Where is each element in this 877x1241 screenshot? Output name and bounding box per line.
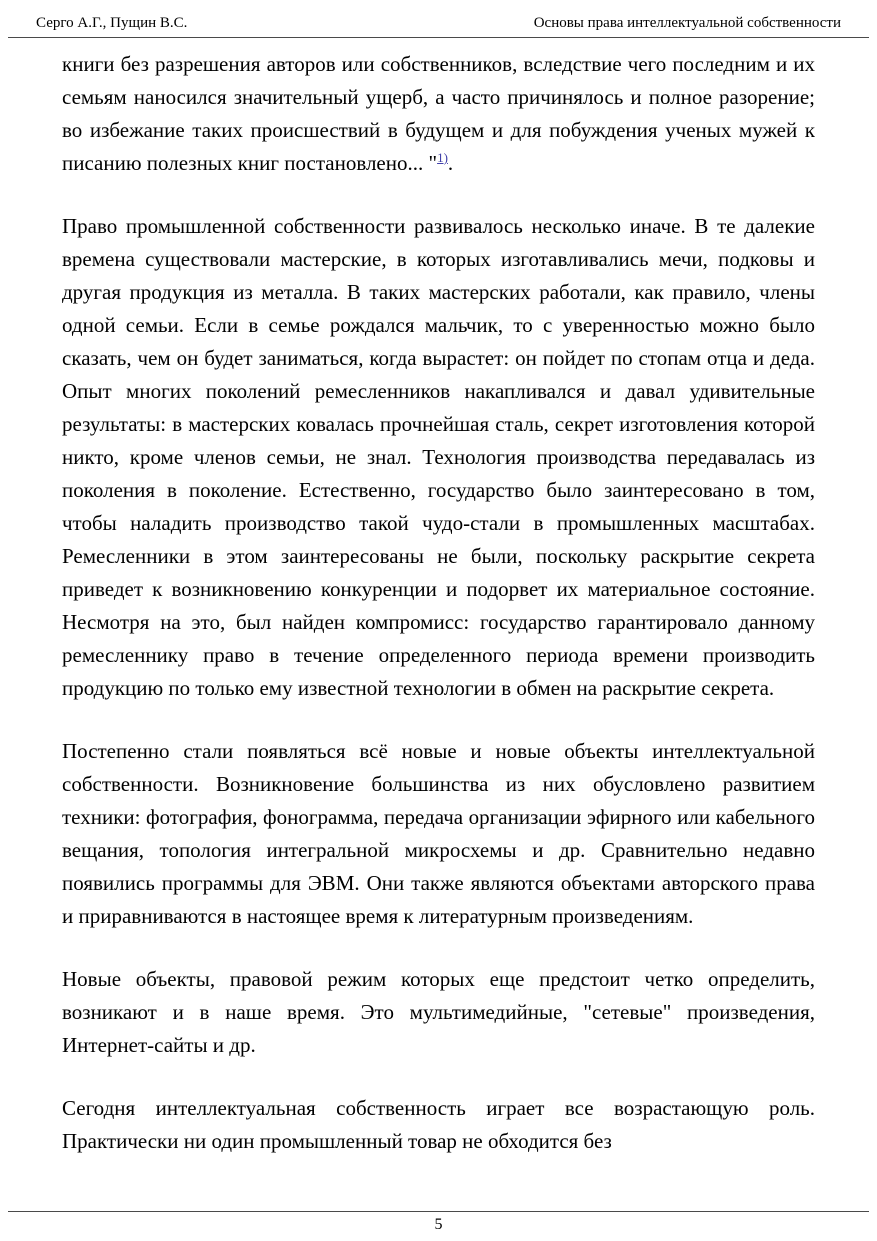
footer-divider	[8, 1211, 869, 1212]
body-paragraph: Постепенно стали появляться всё новые и новые объекты интеллектуальной собственности. Возникновение большинства из них обусловлено развитием техники: фотография, фонограмма, передача организации эфирного или кабельного вещания, топология интегральной микросхемы и др. Сравнительно недавно появились программы для ЭВМ. Они также являются объектами авторского права и приравниваются в настоящее время к литературным произведениям.	[62, 739, 815, 928]
header-title: Основы права интеллектуальной собственности	[533, 15, 841, 31]
footnote-superscript	[437, 150, 448, 165]
page-header	[0, 14, 877, 32]
body-paragraph: Новые объекты, правовой режим которых еще предстоит четко определить, возникают и в наше время. Это мультимедийные, "сетевые" произведения, Интернет-сайты и др.	[62, 967, 815, 1057]
body-paragraph-opening	[62, 48, 815, 180]
page-number: 5	[434, 1216, 443, 1233]
footnote-ref-link[interactable]: 1)	[437, 150, 448, 165]
header-authors: Серго А.Г., Пущин В.С.	[36, 15, 188, 31]
paragraph-text: .	[447, 151, 454, 175]
body-paragraph: Сегодня интеллектуальная собственность играет все возрастающую роль. Практически ни один промышленный товар не обходится без	[62, 1096, 815, 1153]
paragraph-text: книги без разрешения авторов или собственников, вследствие чего последним и их семьям наносился значительный ущерб, а часто причинялось и полное разорение; во избежание таких происшествий в будущем и для побуждения ученых мужей к писанию полезных книг постановлено... "	[62, 52, 815, 175]
page-footer	[0, 1206, 877, 1241]
document-body	[0, 38, 877, 1158]
body-paragraph: Право промышленной собственности развивалось несколько иначе. В те далекие времена существовали мастерские, в которых изготавливались мечи, подковы и другая продукция из металла. В таких мастерских работали, как правило, члены одной семьи. Если в семье рождался мальчик, то с уверенностью можно было сказать, чем он будет заниматься, когда вырастет: он пойдет по стопам отца и деда. Опыт многих поколений ремесленников накапливался и давал удивительные результаты: в мастерских ковалась прочнейшая сталь, секрет изготовления которой никто, кроме членов семьи, не знал. Технология производства передавалась из поколения в поколение. Естественно, государство было заинтересовано в том, чтобы наладить производство такой чудо-стали в промышленных масштабах. Ремесленники в этом заинтересованы не были, поскольку раскрытие секрета приведет к возникновению конкуренции и подорвет их материальное состояние. Несмотря на это, был найден компромисс: государство гарантировало данному ремесленнику право в течение определенного периода времени производить продукцию по только ему известной технологии в обмен на раскрытие секрета.	[62, 214, 815, 700]
